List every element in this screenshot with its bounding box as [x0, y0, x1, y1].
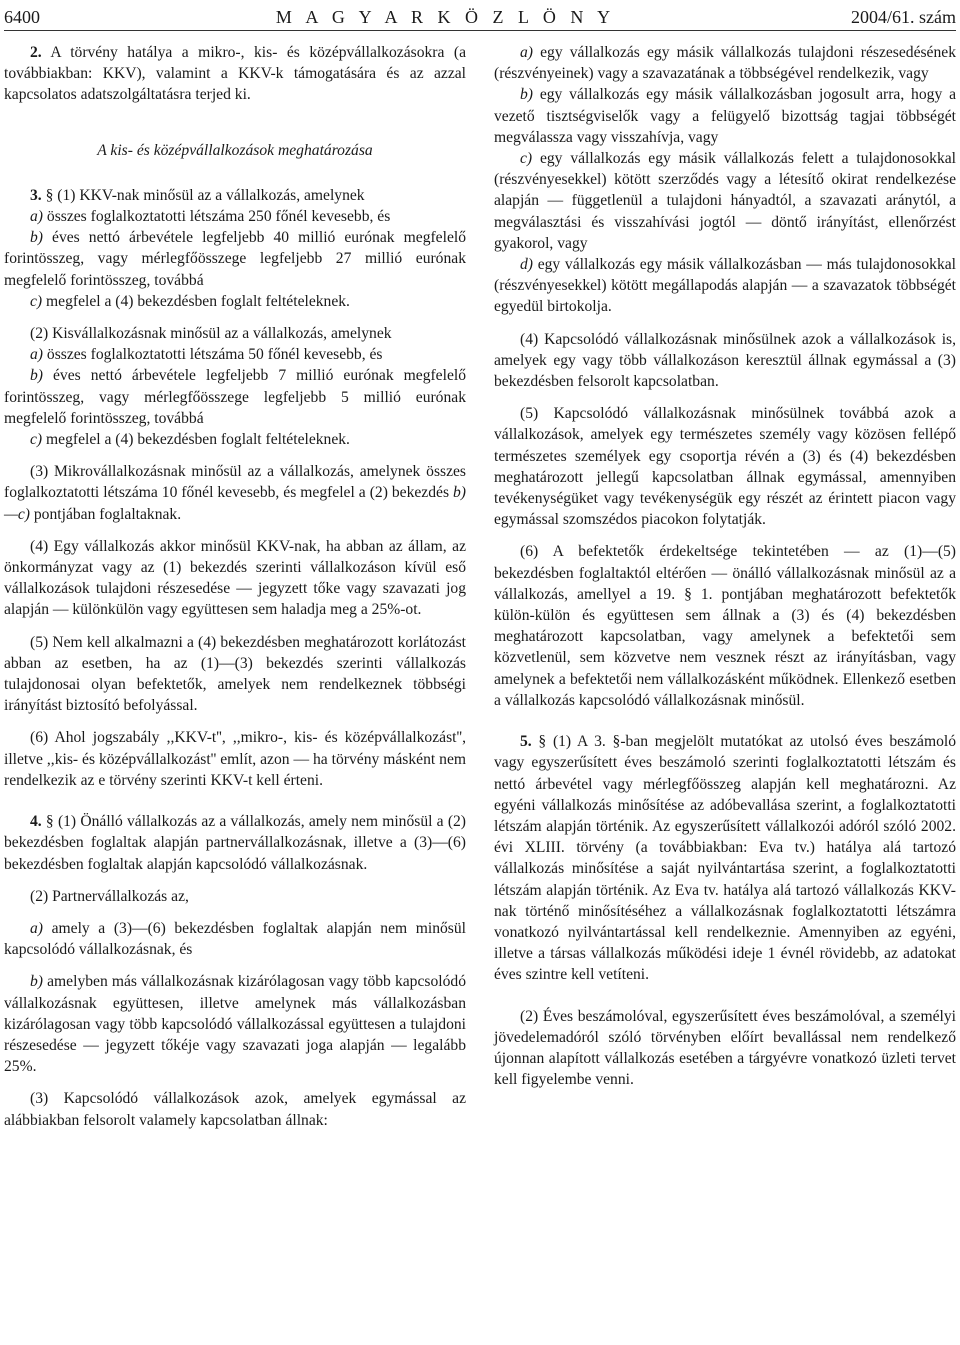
paragraph: 4. § (1) Önálló vállalkozás az a vállalkozás, amely nem minősül a (2) bekezdésben foglaltak alapján partnervállalkozásnak, illetve a (3)—(6) bekezdésben foglaltak alapján kapcsolódó vállalkozásnak.: [4, 813, 466, 873]
page-header: [4, 4, 956, 31]
paragraph: b) egy vállalkozás egy másik vállalkozásban jogosult arra, hogy a vezető tisztségviselők vagy a felügyelő bizottság tagjai többségét megválassza vagy visszahívja, vagy: [494, 86, 956, 146]
paragraph: (6) A befektetők érdekeltsége tekintetében — az (1)—(5) bekezdésben foglaltaktól eltérően — önálló vállalkozásnak minősül az a vállalkozás, amellyel a 19. § 1. pontjában meghatározott befektetők külön-külön és együttesen sem állnak a (3) és (4) bekezdésben meghatározott kapcsolatban, vagy amelynek a befektetői sem közvetlenül, sem közvetve nem vesznek részt az irányításban, vagy amelynek a befektetői nem vállalkozásként működnek. Ellenkező esetben a vállalkozás kapcsolódó vállalkozásnak minősül.: [494, 543, 956, 709]
paragraph: (4) Kapcsolódó vállalkozásnak minősülnek azok a vállalkozások is, amelyek egy vagy több vállalkozáson keresztül állnak egymással a (3) bekezdésben felsorolt kapcsolatban.: [494, 330, 956, 391]
paragraph: b) éves nettó árbevétele legfeljebb 7 millió eurónak megfelelő forintösszeg, vagy mérlegfőösszege legfeljebb 5 millió eurónak megfelelő forintösszeg, továbbá: [4, 367, 466, 427]
paragraph: 5. § (1) A 3. §-ban megjelölt mutatókat az utolsó éves beszámoló vagy egyszerűsített éves beszámoló szerinti foglalkoztatotti létszám és nettó árbevétel vagy mérlegfőösszeg alapján kell meghatározni. Az egyéni vállalkozás minősítése az adóbevallása szerint, a foglalkoztatotti létszám alapján történik. Az egyszerűsített vállalkozói adóról szóló 2002. évi XLIII. törvény (a továbbiakban: Eva tv.) hatálya alá tartozó vállalkozás minősítése a saját nyilvántartása szerint, a foglalkoztatotti létszám alapján történik. Az Eva tv. hatálya alá tartozó vállalkozás KKV-nak történő minősítéséhez a vállalkozásnak foglalkoztatotti létszámra vonatkozó nyilvántartással kell rendelkeznie. Amennyiben az egyéni, illetve a társas vállalkozás működési ideje 1 évnél rövidebb, az adatokat éves szintre kell vetíteni.: [494, 733, 956, 984]
paragraph: (5) Nem kell alkalmazni a (4) bekezdésben meghatározott korlátozást abban az esetben, ha az (1)—(3) bekezdés szerinti vállalkozás tulajdonosai olyan befektetők, amelyek nem rendelkeznek többségi irányítást biztosító befolyással.: [4, 633, 466, 715]
paragraph: (3) Kapcsolódó vállalkozások azok, amelyek egymással az alábbiakban felsorolt valamely kapcsolatban állnak:: [4, 1090, 466, 1129]
paragraph: (5) Kapcsolódó vállalkozásnak minősülnek továbbá azok a vállalkozások, amelyek egy természetes személy vagy közösen fellépő természetes személyek egy csoportja révén a (3) és (4) bekezdésben meghatározott jellegű kapcsolatban állnak egymással, amennyiben tevékenységüket vagy tevékenységük egy részét az érintett piacon vagy egymással szomszédos piacokon folytatják.: [494, 405, 956, 529]
left-column: [4, 42, 466, 1131]
paragraph: b) éves nettó árbevétele legfeljebb 40 millió eurónak megfelelő forintösszeg, vagy mérlegfőösszege legfeljebb 27 millió eurónak megfelelő forintösszeg, továbbá: [4, 229, 466, 289]
paragraph: (2) Partnervállalkozás az,: [30, 887, 189, 905]
paragraph: (3) Mikrovállalkozásnak minősül az a vállalkozás, amelynek összes foglalkoztatotti létszáma 10 főnél kevesebb, és megfelel a (2) bekezdés b)—c) pontjában foglaltaknak.: [4, 463, 466, 523]
paragraph: (6) Ahol jogszabály ,,KKV-t'', ,,mikro-, kis- és középvállalkozást'', illetve ,,kis- és középvállalkozást'' említ, azon — ha törvény másként nem rendelkezik az e törvény szerinti KKV-t kell érteni.: [4, 729, 466, 789]
paragraph: c) megfelel a (4) bekezdésben foglalt feltételeknek.: [30, 431, 350, 449]
paragraph: b) amelyben más vállalkozásnak kizárólagosan vagy több kapcsolódó vállalkozásnak együttesen, illetve amelynek más vállalkozásban kizárólagosan vagy több kapcsolódó vállalkozással együttesen a tulajdoni részesedése — jegyzett tőkéje vagy szavazati joga alapján — legalább 25%.: [4, 973, 466, 1076]
paragraph: a) egy vállalkozás egy másik vállalkozás tulajdoni részesedésének (részvényeinek) vagy a szavazatának a többségével rendelkezik, vagy: [494, 44, 956, 83]
paragraph: 3. § (1) KKV-nak minősül az a vállalkozás, amelynek: [30, 186, 365, 204]
paragraph: d) egy vállalkozás egy másik vállalkozásban — más tulajdonosokkal (részvényesekkel) kötött megállapodás alapján — a szavazatok többségét egyedül birtokolja.: [494, 256, 956, 316]
paragraph: (2) Kisvállalkozásnak minősül az a vállalkozás, amelynek: [30, 325, 392, 343]
paragraph: a) összes foglalkoztatotti létszáma 50 főnél kevesebb, és: [30, 346, 383, 364]
paragraph: (2) Éves beszámolóval, egyszerűsített éves beszámolóval, a személyi jövedelemadóról szóló törvényben előírt bevallással nem rendelkező újonnan alapított vállalkozás esetében a tárgyévre vonatkozó üzleti tervet kell figyelembe venni.: [494, 1007, 956, 1089]
paragraph: 2. A törvény hatálya a mikro-, kis- és középvállalkozásokra (a továbbiakban: KKV), valamint a KKV-k támogatására és az azzal kapcsolatos adatszolgáltatásra terjed ki.: [4, 44, 466, 104]
paragraph: a) amely a (3)—(6) bekezdésben foglaltak alapján nem minősül kapcsolódó vállalkozásnak, és: [4, 919, 466, 959]
right-column: [494, 42, 956, 1090]
paragraph: (4) Egy vállalkozás akkor minősül KKV-nak, ha abban az állam, az önkormányzat vagy az (1) bekezdés szerinti vállalkozáson kívül eső vállalkozások tulajdoni részesedése — jegyzett tőke vagy szavazati jog alapján — különkülön vagy együttesen sem haladja meg a 25%-ot.: [4, 537, 466, 619]
issue-number: 2004/61. szám: [850, 6, 956, 27]
paragraph: a) összes foglalkoztatotti létszáma 250 főnél kevesebb, és: [30, 208, 391, 226]
page-number: 6400: [4, 6, 40, 27]
paragraph: c) megfelel a (4) bekezdésben foglalt feltételeknek.: [30, 292, 350, 310]
section-heading: A kis- és középvállalkozások meghatározása: [97, 141, 373, 159]
paragraph: c) egy vállalkozás egy másik vállalkozás felett a tulajdonosokkal (részvényesekkel) kötött szerződés vagy a létesítő okirat rendelkezése alapján — függetlenül a tulajdoni hányadtól, a szavazati aránytól, a megválasztási és visszahívási jogtól — döntő irányítást, ellenőrzést gyakorol, vagy: [494, 150, 956, 252]
journal-title: M A G Y A R K Ö Z L Ö N Y: [275, 6, 616, 27]
